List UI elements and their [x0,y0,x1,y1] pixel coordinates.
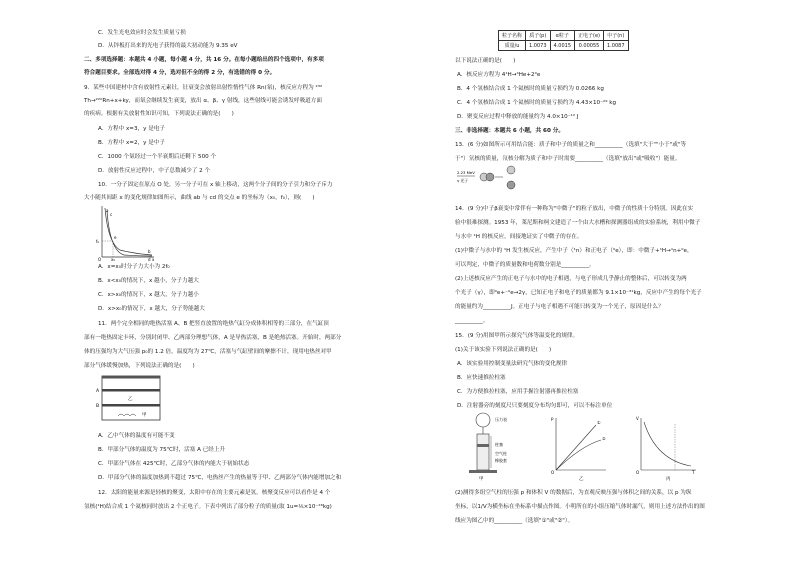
table-header-row [499,31,629,41]
q15-line3: (2)测得多组空气柱的压强 p 和体积 V 的数据后，为直观反映压强与体积之间的关系，以 p 为纵 [455,490,692,496]
q10-option-a: A．x=x₀时分子力大小为 2f₀ [98,264,170,270]
q12-option-d: D．聚变反应过程中释放的能量约为 4.0×10⁻¹² J [457,114,579,120]
table-cell: 质量/u [499,41,526,51]
energy-label: 2.23 MeV [457,170,475,175]
q11-line3: 体的压强均为大气压强 p₀的 1.2 倍，温度均为 27℃，活塞与气缸壁间的摩擦不计，现用电热丝对甲 [84,349,332,355]
piston-b-label: B [96,404,100,409]
q11-line2: 部有一绝热固定卡环，分别封闭甲、乙两部分理想气体，A 是导热活塞，B 是绝热活塞。开始时，两部分 [84,335,342,341]
q14-line7: 个光子（γ），即⁰e+⁻⁰e→2γ，已知正电子和电子的质量都为 9.1×10⁻³¹kg，反应中产生的每个光子 [455,290,702,296]
photon-label: γ 光子 [457,178,469,183]
q12-option-a: A．核反应方程为 4¹H→⁴He+2⁰e [457,72,541,78]
fig-label-b: b [148,249,151,254]
q15-line4: 坐标，以1/V为横坐标在坐标系中描点作图。小明所在的小组压缩气体时漏气，则用上述方法作出的图 [455,504,705,510]
fig-label-origin: O [98,257,102,261]
fig-label-x0: x₀ [111,257,115,261]
apparatus-figure [469,413,507,482]
q15-option-b: B．应快速推拉柱塞 [457,375,506,381]
q11-option-c: C．甲部分气体在 425℃时，乙部分气体的内能大于初始状态 [98,461,250,467]
q9-option-a: A．方程中 x=3，y 是电子 [98,126,165,132]
q14-line6: (2)上述核反应产生的正电子与水中的电子相遇，与电子形成几乎静止的整体后，可以转变为两 [455,276,687,282]
q10-option-b: B．x<x₀的情况下，x 越小，分子力越大 [98,278,199,284]
q9-option-d: D．放射性反应过程中，中子总数减少了 2 个 [98,168,211,174]
q15-option-a: A．该实验用控制变量法研究气体的变化规律 [457,361,568,367]
q14-line5: 可以判定，中微子的质量数和电荷数分别是__________。 [455,262,595,268]
table-cell: 1.0087 [604,41,629,51]
q9-line2: Th→²²⁰Rn+x+ky，而氡会继续发生衰变，放出 α、β、γ 射线，这些射线可能会诱发呼吸道方面 [84,98,322,104]
q9-line1: 9．某些中国建材中含有放射性元素钍，钍衰变会放射出射性惰性气体 Rn(氡)，核反应方程为 ²³² [84,85,323,91]
table-header-cell: α粒子 [550,31,575,41]
q13-deuteron-figure [457,163,523,193]
q14-line2: 验中很难探测。1953 年，莱尼斯和柯文建造了一个由大水槽和探测器组成的实验系统，利用中微子 [455,220,701,226]
q8-option-d: D．从锌板打出来的光电子获得的最大初动能为 9.35 eV [98,43,238,49]
table-header-cell: 质子(p) [526,31,551,41]
table-header-cell: 粒子名称 [499,31,526,41]
q11-option-d: D．甲部分气体的温度加热到不超过 75℃，电热丝产生的热量等于甲、乙两部分气体内能增加之和 [98,475,342,481]
q8-option-c: C．发生光电效应时会发生质量亏损 [98,30,186,36]
q11-option-a: A．乙中气体的温度有可能不变 [98,433,175,439]
line-1-label: ① [597,420,601,425]
axis-p-label: p [551,416,554,421]
q9-line3: 的疾病。根据有关放射性知识可知，下列说法正确的是( ) [84,111,234,117]
piston-a-label: A [96,389,100,394]
axis-v-label: V [636,416,639,421]
q12-option-b: B．4 个氢核结合成 1 个氦核时的质量亏损约为 0.0266 kg [457,86,604,92]
gas-yi-label: 乙 [128,397,133,402]
table-cell: 4.0015 [550,41,575,51]
q11-cylinder-figure [96,372,164,426]
line-2-label: ② [602,436,606,441]
graph-yi [551,416,606,482]
figure-yi-caption: 乙 [579,477,584,482]
q15-option-d: D．注射器旁的刻度尺只要刻度分布均匀即可，可以不标注单位 [457,403,613,409]
table-header-cell: 中子(n) [604,31,629,41]
q14-line3: 与水中 ¹H 的核反应，间接地证实了中微子的存在。 [455,234,583,240]
fig-label-f0: f₀ [96,239,100,244]
q9-option-b: B．方程中 x=2，y 是中子 [98,140,166,146]
gauge-label: 压力表 [495,417,507,422]
table-header-cell: 正电子(e) [575,31,604,41]
q13-line1: 13．(6 分)如图所示可用结合能：质子和中子的质量之和__________（选填"大于""小于"或"等 [455,142,687,148]
q10-line1: 10．一分子固定在原点 O 处，另一分子可在 x 轴上移动，这两个分子间的分子引力和分子斥力 [98,182,333,188]
section3-title: 三、非选择题：本题共 6 小题，共 60 分。 [455,128,564,134]
q10-force-graph [96,203,156,261]
q10-option-d: D．x>x₀的情况下，x 越大，分子势能越大 [98,306,205,312]
q12-line1: 12．太阳的能量来源是轻核的聚变，太阳中存在的主要元素是氢，核聚变反应可以看作是 4 个 [98,490,331,496]
fig-label-a: a [106,208,109,213]
q14-line8: 的能量约为__________J。正电子与电子相遇不可能只转变为一个光子，原因是什么？ [455,304,664,310]
q13-line2: 于"）氘核的质量，氘核分解为质子和中子时需要__________（选填"放出"或"吸收"）能量。 [455,156,681,162]
gas-jia-label: 甲 [142,413,147,418]
q10-line2: 大小随其间距 x 的变化规律如图所示，曲线 ab 与 cd 的交点 e 的坐标为（x₀，f₀），则( ) [84,195,315,201]
origin-label: O [551,470,555,475]
q15-line1: 15．(9 分)用图甲所示探究气体等温变化的规律。 [455,333,579,339]
q11-line4: 部分气体缓慢加热，下列说法正确的是( ) [84,363,195,369]
q10-option-c: C．x>x₀的情况下，x 越大，分子力越小 [98,292,199,298]
origin-label: O [636,470,640,475]
q11-option-b: B．甲部分气体的温度为 75℃时，活塞 A 已经上升 [98,447,226,453]
fig-label-x: x [152,257,155,261]
fig-label-d: d [148,257,151,261]
q12-option-c: C．4 个氢核结合成 1 个氦核时的质量亏损约为 4.43×10⁻²⁹ kg [457,100,617,106]
particle-mass-table [498,30,629,51]
fig-label-c: c [110,212,113,217]
rubber-cap-label: 橡胶套 [495,458,507,463]
figure-bing-caption: 丙 [666,477,671,482]
fig-label-e: e [114,235,117,240]
table-cell: 0.00055 [575,41,604,51]
plunger-label: 柱塞 [495,442,503,447]
q15-option-c: C．为方便推拉柱塞，应用手握注射器再推拉柱塞 [457,389,579,395]
q12-prompt: 以下说法正确的是( ) [455,58,516,64]
q14-line1: 14．(9 分)中子β衰变中常伴有一种称为"中微子"的粒子放出，中微子的性质十分特别，因此在实 [455,206,694,212]
air-column-label: 空气柱 [495,451,507,456]
table-row [499,41,629,51]
q15-line5: 线应为图乙中的__________（选填"①"或"②"）。 [455,518,574,524]
right-page [397,0,794,562]
q14-line9: __________。 [455,318,489,324]
q14-line4: (1)中微子与水中的 ¹H 发生核反应，产生中子（¹n）和正电子（⁰e），即：中微子+¹H→¹n+⁰e， [455,248,693,254]
q11-line1: 11．两个完全相同的绝热活塞 A、B 把竖直放置的绝热气缸分成体积相等的三部分，在气缸顶 [98,321,329,327]
q9-option-c: C．1000 个氡经过一个半衰期后还剩下 500 个 [98,154,217,160]
graph-bing [636,416,696,482]
q12-line2: 氢核(¹H)结合成 1 个氦核同时放出 2 个正电子。下表中列出了部分粒子的质量(取 1u=⅙×10⁻²⁶kg) [84,504,332,510]
section2-title: 二、多项选择题：本题共 4 小题，每小题 4 分，共 16 分。在每小题给出的四个选项中，有多项 [84,57,324,63]
table-cell: 1.0073 [526,41,551,51]
q15-figures [461,410,711,482]
axis-t-label: T [692,470,695,475]
q15-line2: (1)关于该实验下列说法正确的是( ) [455,347,552,353]
figure-jia-caption: 甲 [479,477,484,482]
section2-subtitle: 符合题目要求。全部选对得 4 分，选对但不全的得 2 分，有选错的得 0 分。 [84,70,276,76]
